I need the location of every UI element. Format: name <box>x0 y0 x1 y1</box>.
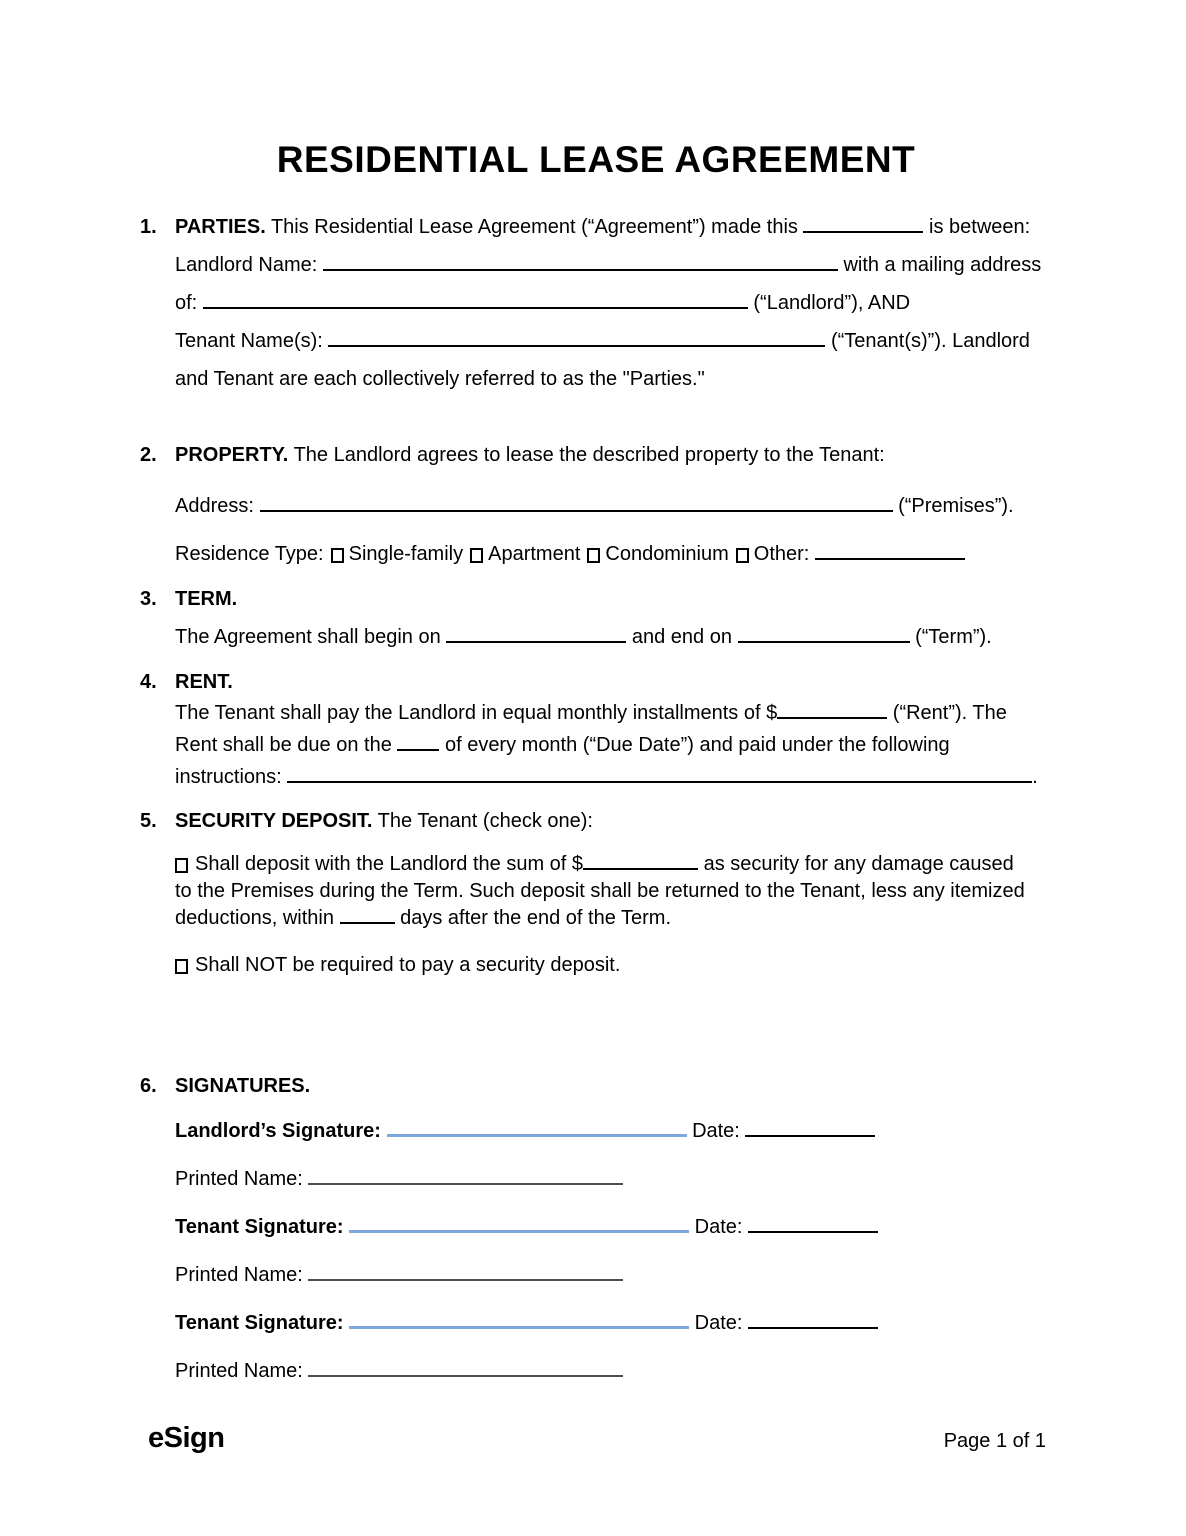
section-rent <box>140 667 1052 793</box>
no-deposit-option <box>175 952 1052 979</box>
tenant-signature-row-2 <box>175 1308 1052 1338</box>
signature-line-tenant-2[interactable] <box>349 1316 689 1329</box>
parties-intro-pre: This Residential Lease Agreement (“Agreement”) made this <box>270 216 798 238</box>
checkbox-deposit-required[interactable] <box>175 858 188 873</box>
term-post: (“Term”). <box>915 626 992 648</box>
option-condominium: Condominium <box>605 543 729 565</box>
section-heading: PROPERTY. <box>175 444 289 466</box>
date-line-tenant-2 <box>748 1316 878 1329</box>
landlord-name-post: with a mailing address <box>843 254 1042 276</box>
tenant-signature-row-1 <box>175 1212 1052 1242</box>
landlord-address-post: (“Landlord”), AND <box>753 292 911 314</box>
section-property <box>140 440 1052 569</box>
section-heading: PARTIES. <box>175 216 266 238</box>
blank-landlord-name <box>323 258 838 271</box>
section-security-deposit <box>140 806 1052 979</box>
property-intro: The Landlord agrees to lease the described property to the Tenant: <box>293 444 885 466</box>
printed-name-label: Printed Name: <box>175 1168 303 1190</box>
section-number: 5. <box>140 810 157 832</box>
option-apartment: Apartment <box>488 543 581 565</box>
section-number: 1. <box>140 216 157 238</box>
rent-line1-pre: The Tenant shall pay the Landlord in equal monthly installments of $ <box>175 702 778 724</box>
date-line-tenant-1 <box>748 1220 878 1233</box>
security-intro: The Tenant (check one): <box>377 810 593 832</box>
other-label: Other: <box>753 543 810 565</box>
section-number: 2. <box>140 444 157 466</box>
printed-name-line-tenant-1 <box>308 1268 623 1281</box>
blank-property-address <box>260 499 893 512</box>
tenant-printed-name-row-2 <box>175 1356 1052 1386</box>
tenant-name-post: (“Tenant(s)”). Landlord <box>830 330 1030 352</box>
date-label: Date: <box>694 1312 743 1334</box>
deposit-line1-pre: Shall deposit with the Landlord the sum of $ <box>195 853 584 875</box>
printed-name-label: Printed Name: <box>175 1264 303 1286</box>
printed-name-label: Printed Name: <box>175 1360 303 1382</box>
signature-line-landlord[interactable] <box>387 1124 687 1137</box>
section-heading: SIGNATURES. <box>175 1075 311 1097</box>
no-deposit-label: Shall NOT be required to pay a security deposit. <box>195 954 621 976</box>
residence-type-label: Residence Type: <box>175 543 324 565</box>
checkbox-condominium[interactable] <box>587 548 600 563</box>
instructions-post: . <box>1032 766 1038 788</box>
section-heading: SECURITY DEPOSIT. <box>175 810 373 832</box>
section-heading: RENT. <box>175 671 233 693</box>
checkbox-single-family[interactable] <box>331 548 344 563</box>
parties-intro-post: is between: <box>929 216 1031 238</box>
blank-agreement-date <box>803 220 923 233</box>
blank-term-end-date <box>738 630 910 643</box>
blank-due-day <box>397 738 439 751</box>
checkbox-no-deposit[interactable] <box>175 959 188 974</box>
landlord-printed-name-row <box>175 1164 1052 1194</box>
blank-deposit-return-days <box>340 911 395 924</box>
deposit-line3-pre: deductions, within <box>175 907 334 929</box>
page-footer <box>148 1422 1046 1455</box>
printed-name-line-landlord <box>308 1172 623 1185</box>
checkbox-apartment[interactable] <box>470 548 483 563</box>
landlord-signature-label: Landlord’s Signature: <box>175 1120 381 1142</box>
address-post: (“Premises”). <box>898 495 1014 517</box>
section-number: 3. <box>140 588 157 610</box>
blank-landlord-address <box>203 296 748 309</box>
blank-rent-amount <box>777 706 887 719</box>
tenant-printed-name-row-1 <box>175 1260 1052 1290</box>
checkbox-other[interactable] <box>736 548 749 563</box>
rent-line1-post: (“Rent”). The <box>892 702 1007 724</box>
date-label: Date: <box>694 1216 743 1238</box>
blank-term-start-date <box>446 630 626 643</box>
term-pre: The Agreement shall begin on <box>175 626 441 648</box>
deposit-line3-post: days after the end of the Term. <box>400 907 672 929</box>
signature-line-tenant-1[interactable] <box>349 1220 689 1233</box>
section-term <box>140 584 1052 652</box>
esign-logo: eSign <box>148 1422 225 1454</box>
date-line-landlord <box>745 1124 875 1137</box>
section-number: 6. <box>140 1075 157 1097</box>
blank-payment-instructions <box>287 770 1032 783</box>
section-number: 4. <box>140 671 157 693</box>
printed-name-line-tenant-2 <box>308 1364 623 1377</box>
rent-line2-pre: Rent shall be due on the <box>175 734 392 756</box>
section-parties <box>140 208 1052 398</box>
blank-other-residence <box>815 547 965 560</box>
tenant-signature-label-1: Tenant Signature: <box>175 1216 344 1238</box>
parties-closing: and Tenant are each collectively referred to as the "Parties." <box>175 368 705 390</box>
date-label: Date: <box>692 1120 740 1142</box>
instructions-label: instructions: <box>175 766 282 788</box>
page-number: Page 1 of 1 <box>943 1430 1046 1452</box>
tenant-signature-label-2: Tenant Signature: <box>175 1312 344 1334</box>
deposit-required-option <box>175 851 1052 932</box>
document-title: RESIDENTIAL LEASE AGREEMENT <box>276 139 916 180</box>
blank-tenant-name <box>328 334 825 347</box>
deposit-line2: to the Premises during the Term. Such deposit shall be returned to the Tenant, less any itemized <box>175 880 1025 902</box>
section-signatures <box>140 1071 1052 1386</box>
address-label: Address: <box>175 495 254 517</box>
rent-line2-post: of every month (“Due Date”) and paid under the following <box>444 734 950 756</box>
landlord-address-label: of: <box>175 292 198 314</box>
landlord-name-label: Landlord Name: <box>175 254 318 276</box>
tenant-name-label: Tenant Name(s): <box>175 330 323 352</box>
deposit-line1-post: as security for any damage caused <box>703 853 1014 875</box>
option-single-family: Single-family <box>348 543 464 565</box>
blank-deposit-amount <box>583 857 698 870</box>
section-heading: TERM. <box>175 588 238 610</box>
landlord-signature-row <box>175 1116 1052 1146</box>
term-mid: and end on <box>631 626 732 648</box>
